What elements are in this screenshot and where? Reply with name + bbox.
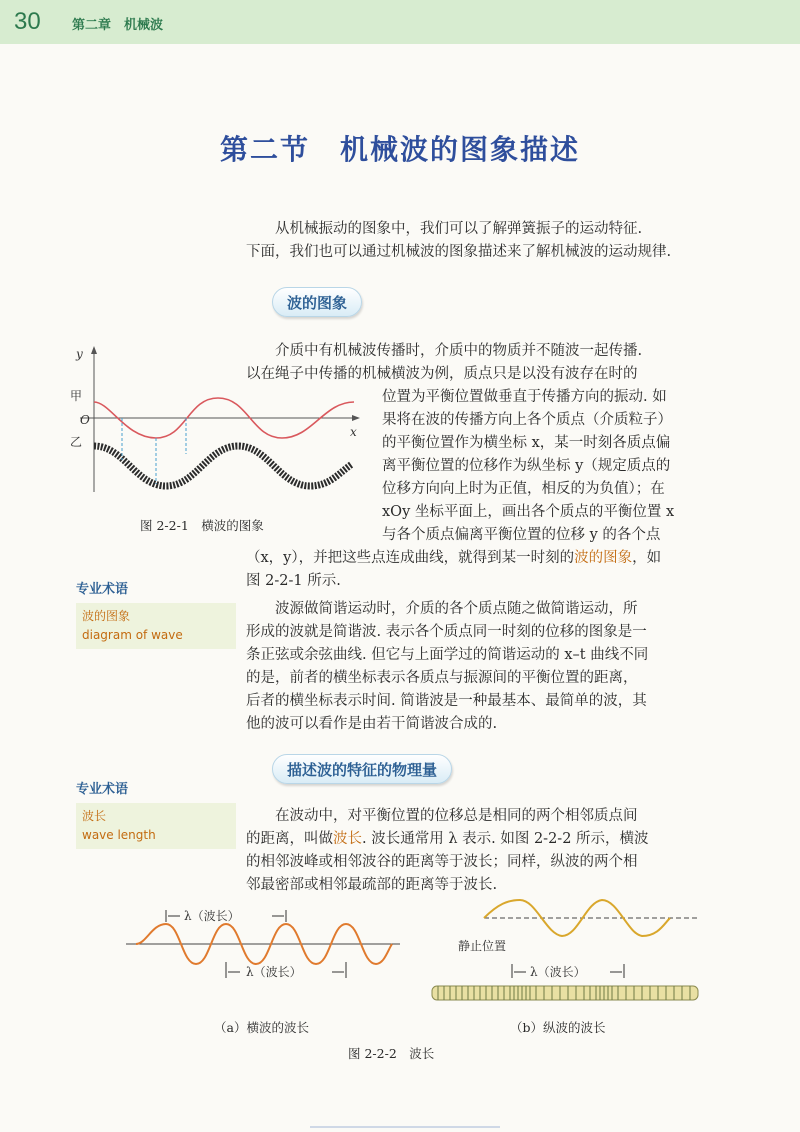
lambda-label-bottom: λ（波长） [246,965,302,979]
para1-line-1: 介质中有机械波传播时，介质中的物质并不随波一起传播. [275,343,643,359]
origin-label: O [80,413,90,427]
glossary-term-1 [76,578,236,649]
glossary-term-2 [76,778,236,849]
x-axis-label: x [350,425,357,439]
label-yi: 乙 [70,435,83,449]
para1-end-text-post: ，如 [632,550,662,566]
figure-2-2-2b [428,896,704,1010]
intro-line-2: 下面，我们也可以通过机械波的图象描述来了解机械波的运动规律. [246,244,672,260]
para3-text-post: . 波长通常用 λ 表示. 如图 2-2-2 所示，横波 [362,831,649,847]
para2-line-2: 形成的波就是简谐波. 表示各个质点同一时刻的位移的图象是一 [246,624,647,640]
para2-line-6: 他的波可以看作是由若干简谐波合成的. [246,716,498,732]
heading-wave-quantities: 描述波的特征的物理量 [272,754,452,784]
para1-narrow-2: 果将在波的传播方向上各个质点（介质粒子） [382,412,672,428]
para3-line-1: 在波动中，对平衡位置的位移总是相同的两个相邻质点间 [275,808,638,824]
header-band [0,0,800,44]
page-number: 30 [14,8,41,35]
lambda-label-b: λ（波长） [530,965,586,979]
glossary-cn: 波长 [82,809,107,823]
caption-a: （a）横波的波长 [214,1020,309,1035]
para2-line-3: 条正弦或余弦曲线. 但它与上面学过的简谐运动的 x–t 曲线不同 [246,647,649,663]
para1-narrow-3: 的平衡位置作为横坐标 x，某一时刻各质点偏 [382,435,671,451]
para1-end-text: （x，y），并把这些点连成曲线，就得到某一时刻的 [246,550,575,566]
term-wave-diagram: 波的图象 [574,550,633,566]
glossary-cn: 波的图象 [82,609,131,623]
glossary-head: 专业术语 [76,782,129,797]
label-jia: 甲 [70,389,83,403]
para1-narrow-6: xOy 坐标平面上，画出各个质点的平衡位置 x [382,504,675,520]
y-axis-arrow [91,346,97,354]
figure-2-2-2-caption: 图 2-2-2 波长 [348,1046,435,1061]
glossary-head: 专业术语 [76,582,129,597]
para1-narrow-5: 位移方向向上时为正值，相反的为负值）；在 [382,481,665,497]
glossary-en: diagram of wave [82,628,183,642]
para2-line-1: 波源做简谐运动时，介质的各个质点随之做简谐运动，所 [275,601,638,617]
wave-diagram-paragraph-narrow [382,386,708,547]
rope-wave [94,446,352,486]
para2-line-5: 后者的横坐标表示时间. 简谐波是一种最基本、最简单的波，其 [246,693,647,709]
glossary-box [76,603,236,649]
para1-line-2: 以在绳子中传播的机械横波为例，质点只是以没有波存在时的 [246,366,638,382]
para3-text: 的距离，叫做 [246,831,333,847]
intro-paragraph [246,218,708,264]
section-title: 第二节 机械波的图象描述 [219,133,580,166]
para1-narrow-7: 与各个质点偏离平衡位置的位移 y 的各个点 [382,527,661,543]
wavelength-paragraph [246,805,708,897]
para2-line-4: 的是，前者的横坐标表示各质点与振源间的平衡位置的距离， [246,670,638,686]
wave-diagram-paragraph-end [246,547,708,593]
caption-b: （b）纵波的波长 [510,1020,606,1035]
heading-wave-diagram: 波的图象 [272,287,362,317]
y-axis-label: y [76,347,83,361]
para1-end-line-1 [246,547,708,570]
wave-diagram-paragraph-top [246,340,708,386]
term-wavelength: 波长 [333,831,362,847]
rest-position-label: 静止位置 [458,939,507,953]
para1-narrow-1: 位置为平衡位置做垂直于传播方向的振动. 如 [382,389,667,405]
para1-narrow-4: 离平衡位置的位移作为纵坐标 y（规定质点的 [382,458,671,474]
simple-harmonic-paragraph [246,598,708,736]
para3-line-2 [246,828,708,851]
para3-line-4: 邻最密部或相邻最疏部的距离等于波长. [246,877,498,893]
glossary-en: wave length [82,828,156,842]
x-axis-arrow [352,415,360,421]
para3-line-3: 的相邻波峰或相邻波谷的距离等于波长；同样，纵波的两个相 [246,854,638,870]
para1-end-line-2: 图 2-2-1 所示. [246,573,341,589]
glossary-box [76,803,236,849]
lambda-label-top: λ（波长） [184,909,240,923]
figure-2-2-2a [122,902,404,982]
intro-line-1: 从机械振动的图象中，我们可以了解弹簧振子的运动特征. [275,221,643,237]
bottom-rule [310,1126,500,1128]
chapter-title: 第二章 机械波 [72,18,164,33]
figure-2-2-1-caption: 图 2-2-1 横波的图象 [140,518,264,533]
